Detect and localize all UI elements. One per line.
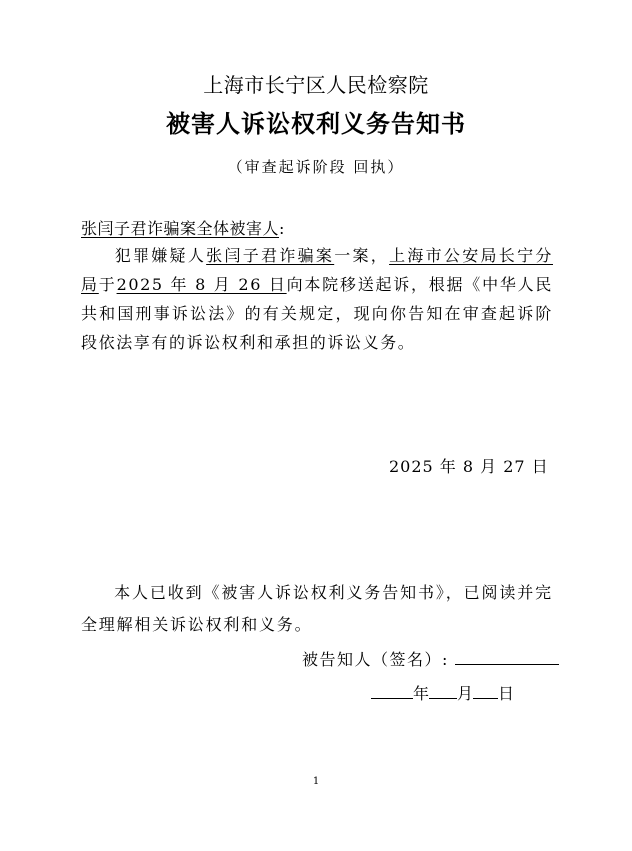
receipt-paragraph bbox=[81, 577, 553, 641]
notice-paragraph bbox=[81, 241, 553, 357]
day-label: 日 bbox=[498, 684, 515, 703]
transferring-agency: 上海市公安局长宁分局 bbox=[81, 246, 553, 294]
receipt-text: 本人已收到《被害人诉讼权利义务告知书》，已阅读并完全理解相关诉讼权利和义务。 bbox=[81, 583, 553, 634]
suspect-case: 张闫子君诈骗案 bbox=[206, 246, 335, 265]
issue-date: 2025 年 8 月 27 日 bbox=[389, 457, 549, 476]
signature-row bbox=[302, 647, 559, 671]
month-blank[interactable] bbox=[429, 681, 457, 699]
signature-field[interactable] bbox=[455, 647, 559, 665]
recipient-colon: : bbox=[279, 219, 285, 238]
transfer-date: 2025 年 8 月 26 日 bbox=[116, 275, 287, 294]
signature-date-row bbox=[371, 681, 514, 705]
body-text-4: 向本院移送起诉，根据《中华人民共和国刑事诉讼法》的有关规定，现向你告知在审查起诉阶段依法享有的诉讼权利和承担的诉讼义务。 bbox=[81, 275, 553, 352]
document-title: 被害人诉讼权利义务告知书 bbox=[166, 109, 466, 138]
day-blank[interactable] bbox=[473, 681, 498, 699]
page-number: 1 bbox=[312, 776, 320, 787]
year-blank[interactable] bbox=[371, 681, 413, 699]
body-text-1: 犯罪嫌疑人 bbox=[114, 246, 207, 265]
document-subtitle: （审查起诉阶段 回执） bbox=[227, 158, 405, 176]
body-text-3: 于 bbox=[98, 275, 117, 294]
signer-label: 被告知人（签名）: bbox=[302, 650, 449, 669]
agency-name: 上海市长宁区人民检察院 bbox=[203, 73, 429, 97]
year-label: 年 bbox=[413, 684, 430, 703]
body-text-2: 一案， bbox=[334, 246, 390, 265]
month-label: 月 bbox=[457, 684, 474, 703]
recipient-line bbox=[81, 218, 285, 240]
recipient-name: 张闫子君诈骗案全体被害人 bbox=[81, 219, 280, 238]
